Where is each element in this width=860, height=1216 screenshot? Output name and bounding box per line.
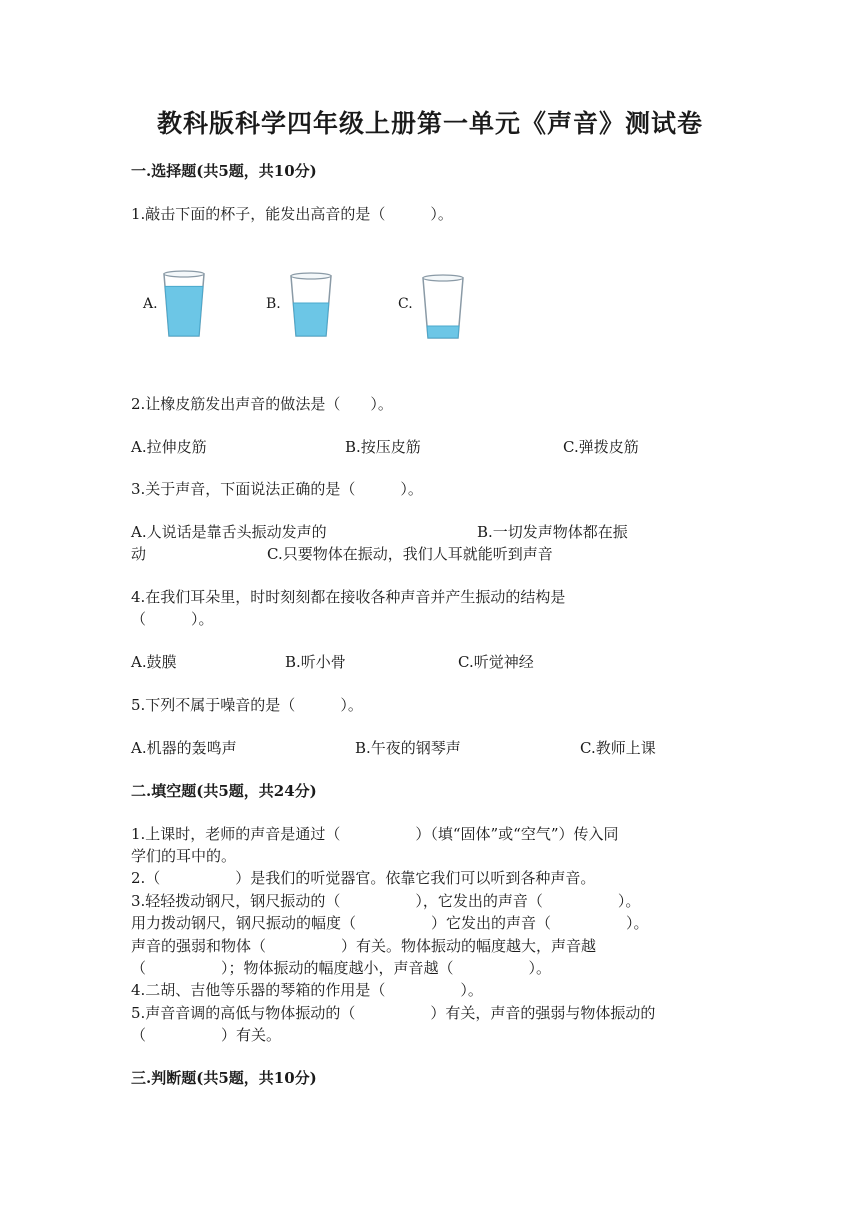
q2-option-b: B.按压皮筋 (345, 438, 421, 456)
fill-line: 1.上课时，老师的声音是通过（ ）（填“固体”或“空气”）传入同 (131, 825, 619, 843)
glass-icon (288, 272, 334, 340)
fill-line: 用力拨动钢尺，钢尺振动的幅度（ ）它发出的声音（ ）。 (131, 914, 649, 932)
section-3-heading: 三.判断题(共5题，共10分) (131, 1069, 317, 1087)
question-4-blank: （ ）。 (131, 610, 214, 628)
question-3: 3.关于声音，下面说法正确的是（ ）。 (131, 480, 423, 498)
section-2-heading: 二.填空题(共5题，共24分) (131, 782, 317, 800)
q3-option-c: C.只要物体在振动，我们人耳就能听到声音 (267, 545, 553, 563)
fill-line: 学们的耳中的。 (131, 847, 237, 865)
q3-option-b: B.一切发声物体都在振 (477, 523, 628, 541)
q4-option-b: B.听小骨 (285, 653, 346, 671)
q5-option-b: B.午夜的钢琴声 (355, 739, 461, 757)
section-1-heading: 一.选择题(共5题，共10分) (131, 162, 317, 180)
q2-option-a: A.拉伸皮筋 (131, 438, 207, 456)
fill-line: 2.（ ）是我们的听觉器官。依靠它我们可以听到各种声音。 (131, 869, 596, 887)
q4-option-a: A.鼓膜 (131, 653, 177, 671)
glass-icon (420, 274, 466, 342)
glass-icon (161, 270, 207, 340)
question-2: 2.让橡皮筋发出声音的做法是（ ）。 (131, 395, 393, 413)
page-title: 教科版科学四年级上册第一单元《声音》测试卷 (156, 109, 703, 138)
cup-label-a: A. (143, 296, 158, 312)
q3-option-a: A.人说话是靠舌头振动发声的 (131, 523, 327, 541)
q5-option-a: A.机器的轰鸣声 (131, 739, 237, 757)
cup-option-c (398, 274, 468, 346)
q3-option-b-cont: 动 (131, 545, 147, 563)
cup-label-c: C. (398, 296, 413, 312)
q4-option-c: C.听觉神经 (458, 653, 534, 671)
cup-option-b (266, 272, 336, 344)
fill-line: （ ）有关。 (131, 1026, 282, 1044)
question-1: 1.敲击下面的杯子，能发出高音的是（ ）。 (131, 205, 453, 223)
question-4: 4.在我们耳朵里，时时刻刻都在接收各种声音并产生振动的结构是 (131, 588, 566, 606)
fill-line: （ ）；物体振动的幅度越小，声音越（ ）。 (131, 959, 552, 977)
fill-line: 3.轻轻拨动钢尺，钢尺振动的（ ），它发出的声音（ ）。 (131, 892, 641, 910)
fill-line: 4.二胡、吉他等乐器的琴箱的作用是（ ）。 (131, 981, 483, 999)
question-5: 5.下列不属于噪音的是（ ）。 (131, 696, 363, 714)
q5-option-c: C.教师上课 (580, 739, 656, 757)
cup-option-a (143, 270, 213, 342)
fill-line: 声音的强弱和物体（ ）有关。物体振动的幅度越大，声音越 (131, 937, 597, 955)
q2-option-c: C.弹拨皮筋 (563, 438, 639, 456)
fill-line: 5.声音音调的高低与物体振动的（ ）有关，声音的强弱与物体振动的 (131, 1004, 656, 1022)
cup-label-b: B. (266, 296, 281, 312)
